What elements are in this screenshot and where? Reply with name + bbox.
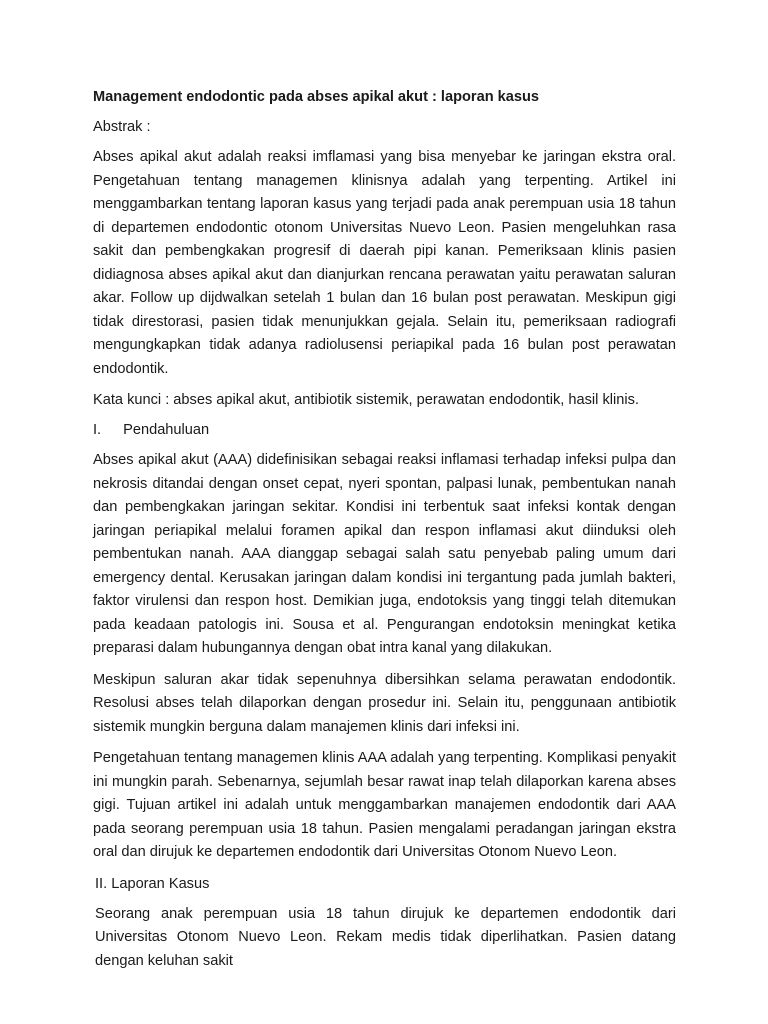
- section-1-title: Pendahuluan: [123, 422, 210, 438]
- section-2-heading: II. Laporan Kasus: [95, 875, 210, 892]
- section-1-heading: [93, 419, 676, 441]
- section-1-paragraph-2: Meskipun saluran akar tidak sepenuhnya dibersihkan selama perawatan endodontik. Resolusi abses telah dilaporkan dengan prosedur ini. Selain itu, penggunaan antibiotik sistemik mungkin berguna dalam manajemen klinis dari infeksi ini.: [93, 671, 676, 735]
- document-page: [93, 86, 676, 981]
- section-2-paragraph-1: Seorang anak perempuan usia 18 tahun dirujuk ke departemen endodontik dari Universitas Otonom Nuevo Leon. Rekam medis tidak diperlihatkan. Pasien datang dengan keluhan sakit: [95, 905, 676, 969]
- document-title: Management endodontic pada abses apikal akut : laporan kasus: [93, 89, 540, 105]
- abstract-label: Abstrak :: [93, 119, 151, 135]
- section-1-paragraph-3: Pengetahuan tentang managemen klinis AAA adalah yang terpenting. Komplikasi penyakit ini mungkin parah. Sebenarnya, sejumlah besar rawat inap telah dilaporkan karena abses gigi. Tujuan artikel ini adalah untuk menggambarkan manajemen endodontik dari AAA pada seorang perempuan usia 18 tahun. Pasien mengalami peradangan jaringan ekstra oral dan dirujuk ke departemen endodontik dari Universitas Otonom Nuevo Leon.: [93, 750, 676, 860]
- section-1-number: I.: [93, 422, 102, 438]
- keywords-line: Kata kunci : abses apikal akut, antibiotik sistemik, perawatan endodontik, hasil klinis.: [93, 392, 639, 408]
- abstract-paragraph: Abses apikal akut adalah reaksi imflamasi yang bisa menyebar ke jaringan ekstra oral. Pengetahuan tentang managemen klinisnya adalah yang terpenting. Artikel ini menggambarkan tentang laporan kasus yang terjadi pada anak perempuan usia 18 tahun di departemen endodontic otonom Universitas Nuevo Leon. Pasien mengeluhkan rasa sakit dan pembengkakan progresif di daerah pipi kanan. Pemeriksaan klinis pasien didiagnosa abses apikal akut dan dianjurkan rencana perawatan yaitu perawatan saluran akar. Follow up dijdwalkan setelah 1 bulan dan 16 bulan post perawatan. Meskipun gigi tidak direstorasi, pasien tidak menunjukkan gejala. Selain itu, pemeriksaan radiografi mengungkapkan tidak adanya radiolusensi periapikal pada 16 bulan post perawatan endodontik.: [93, 149, 676, 377]
- section-1-paragraph-1: Abses apikal akut (AAA) didefinisikan sebagai reaksi inflamasi terhadap infeksi pulpa dan nekrosis ditandai dengan onset cepat, nyeri spontan, palpasi lunak, pembentukan nanah dan pembengkakan jaringan sekitar. Kondisi ini terbentuk saat infeksi kontak dengan jaringan periapikal melalui foramen apikal dan respon inflamasi akut diinduksi oleh pembentukan nanah. AAA dianggap sebagai salah satu penyebab paling umum dari emergency dental. Kerusakan jaringan dalam kondisi ini tergantung pada jumlah bakteri, faktor virulensi dan respon host. Demikian juga, endotoksis yang tinggi telah ditemukan pada keadaan patologis ini. Sousa et al. Pengurangan endotoksin meningkat ketika preparasi dalam hubungannya dengan obat intra kanal yang dilakukan.: [93, 452, 676, 656]
